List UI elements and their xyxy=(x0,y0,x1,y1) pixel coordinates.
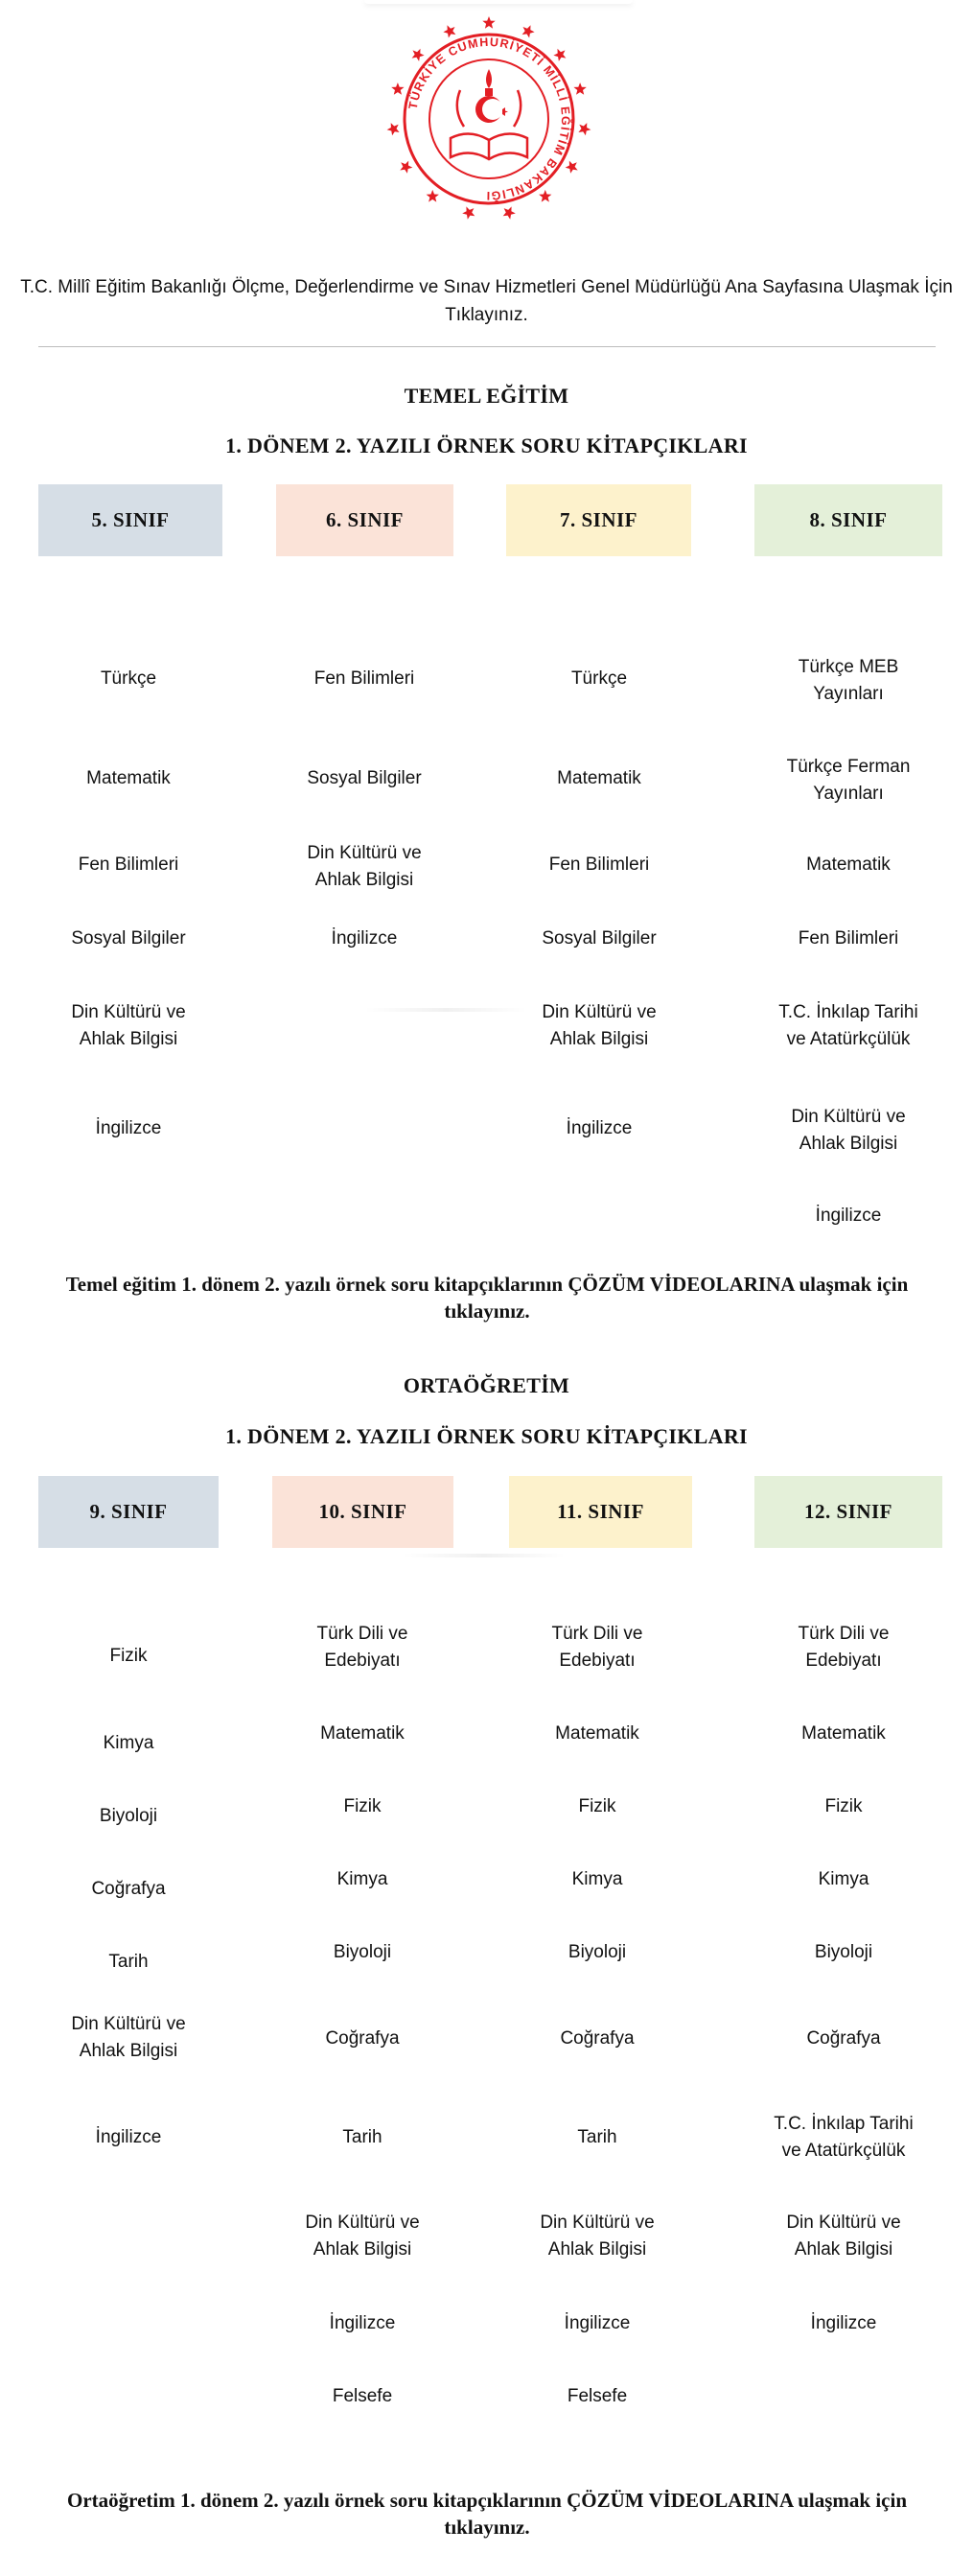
logo-star xyxy=(566,161,578,174)
subject-link[interactable]: Kimya xyxy=(103,1733,154,1753)
logo-star xyxy=(400,161,412,174)
subject-link[interactable]: Matematik xyxy=(555,1723,639,1744)
subject-link[interactable]: Felsefe xyxy=(332,2386,393,2406)
subject-link[interactable]: İngilizce xyxy=(815,1206,882,1226)
subject-link[interactable]: Türk Dili ve Edebiyatı xyxy=(316,1624,408,1671)
logo-star xyxy=(522,25,535,37)
subject-link[interactable]: Matematik xyxy=(320,1723,405,1744)
logo-star xyxy=(443,25,455,37)
subject-link[interactable]: Türkçe Ferman Yayınları xyxy=(786,757,911,804)
subject-link[interactable]: Din Kültürü ve Ahlak Bilgisi xyxy=(791,1107,906,1154)
subject-link[interactable]: Coğrafya xyxy=(806,2028,881,2049)
subject-link[interactable]: Din Kültürü ve Ahlak Bilgisi xyxy=(307,843,422,890)
subject-link[interactable]: Fen Bilimleri xyxy=(78,855,179,875)
subject-link[interactable]: Coğrafya xyxy=(325,2028,400,2049)
top-shadow xyxy=(364,0,633,4)
logo-star xyxy=(578,123,591,135)
subject-link[interactable]: İngilizce xyxy=(566,1118,633,1138)
logo-star xyxy=(427,190,439,202)
subject-link[interactable]: Biyoloji xyxy=(99,1806,158,1826)
subject-link[interactable]: İngilizce xyxy=(95,2127,162,2147)
subject-link[interactable]: Biyoloji xyxy=(568,1942,627,1962)
orta-grade-headers xyxy=(0,1476,973,1549)
decorative-divider xyxy=(364,1008,527,1012)
header-divider xyxy=(38,346,936,347)
grade-7-header[interactable]: 7. SINIF xyxy=(506,484,691,556)
subject-link[interactable]: Fizik xyxy=(343,1796,382,1816)
subject-link[interactable]: Fizik xyxy=(109,1646,148,1666)
subject-link[interactable]: İngilizce xyxy=(95,1118,162,1138)
subject-link[interactable]: Sosyal Bilgiler xyxy=(71,928,186,948)
logo-star xyxy=(391,82,404,95)
subject-link[interactable]: Sosyal Bilgiler xyxy=(542,928,657,948)
subject-link[interactable]: Din Kültürü ve Ahlak Bilgisi xyxy=(305,2213,420,2260)
orta-solution-videos-link[interactable]: Ortaöğretim 1. dönem 2. yazılı örnek soru kitapçıklarının ÇÖZÜM VİDEOLARINA ulaşmak için tıklayınız. xyxy=(66,2489,908,2539)
subject-link[interactable]: Türkçe xyxy=(570,668,628,689)
subject-link[interactable]: Biyoloji xyxy=(814,1942,873,1962)
subject-link[interactable]: İngilizce xyxy=(331,928,398,948)
subject-link[interactable]: Din Kültürü ve Ahlak Bilgisi xyxy=(71,1002,186,1049)
decorative-divider xyxy=(403,1554,566,1557)
temel-grade-headers xyxy=(0,484,973,557)
subject-link[interactable]: Fizik xyxy=(824,1796,863,1816)
svg-text:TÜRKİYE CUMHURİYETİ MİLLİ EĞİT: TÜRKİYE CUMHURİYETİ MİLLİ EĞİTİM BAKANLIĞI xyxy=(405,35,573,203)
subject-link[interactable]: Türk Dili ve Edebiyatı xyxy=(798,1624,890,1671)
section-subtitle-temel: 1. DÖNEM 2. YAZILI ÖRNEK SORU KİTAPÇIKLARI xyxy=(225,433,748,457)
subject-link[interactable]: Matematik xyxy=(86,768,171,788)
subject-link[interactable]: İngilizce xyxy=(564,2313,631,2333)
subject-link[interactable]: İngilizce xyxy=(810,2313,877,2333)
subject-link[interactable]: Din Kültürü ve Ahlak Bilgisi xyxy=(71,2014,186,2061)
subject-link[interactable]: Türkçe MEB Yayınları xyxy=(798,657,899,704)
subject-link[interactable]: Tarih xyxy=(342,2127,382,2147)
logo-star xyxy=(482,16,495,29)
logo-star xyxy=(539,190,551,202)
meb-logo[interactable] xyxy=(383,13,594,224)
subject-link[interactable]: Din Kültürü ve Ahlak Bilgisi xyxy=(542,1002,657,1049)
subject-link[interactable]: Matematik xyxy=(806,855,891,875)
grade-5-header[interactable]: 5. SINIF xyxy=(38,484,222,556)
subject-link[interactable]: Felsefe xyxy=(567,2386,628,2406)
logo-star xyxy=(553,49,566,61)
subject-link[interactable]: Din Kültürü ve Ahlak Bilgisi xyxy=(786,2213,901,2260)
odsgm-homepage-link[interactable]: T.C. Millî Eğitim Bakanlığı Ölçme, Değerlendirme ve Sınav Hizmetleri Genel Müdürlüğü Ana Sayfasına Ulaşmak İçin Tıklayınız. xyxy=(20,277,953,325)
subject-link[interactable]: Matematik xyxy=(801,1723,886,1744)
subject-link[interactable]: T.C. İnkılap Tarihi ve Atatürkçülük xyxy=(778,1002,918,1049)
grade-12-header[interactable]: 12. SINIF xyxy=(754,1476,942,1548)
subject-link[interactable]: Sosyal Bilgiler xyxy=(307,768,422,788)
logo-star xyxy=(412,49,425,61)
subject-link[interactable]: Biyoloji xyxy=(333,1942,392,1962)
subject-link[interactable]: T.C. İnkılap Tarihi ve Atatürkçülük xyxy=(774,2114,914,2161)
subject-link[interactable]: Fen Bilimleri xyxy=(313,668,415,689)
grade-9-header[interactable]: 9. SINIF xyxy=(38,1476,219,1548)
subject-link[interactable]: Kimya xyxy=(818,1869,869,1889)
subject-link[interactable]: Kimya xyxy=(571,1869,623,1889)
subject-link[interactable]: İngilizce xyxy=(329,2313,396,2333)
temel-solution-videos-link[interactable]: Temel eğitim 1. dönem 2. yazılı örnek soru kitapçıklarının ÇÖZÜM VİDEOLARINA ulaşmak için tıklayınız. xyxy=(65,1273,909,1323)
section-title-orta: ORTAÖĞRETİM xyxy=(403,1373,570,1397)
subject-link[interactable]: Coğrafya xyxy=(91,1879,166,1899)
subject-link[interactable]: Türk Dili ve Edebiyatı xyxy=(551,1624,643,1671)
logo-star xyxy=(462,206,475,219)
subject-link[interactable]: Fen Bilimleri xyxy=(548,855,650,875)
subject-link[interactable]: Tarih xyxy=(108,1952,149,1972)
subject-link[interactable]: Matematik xyxy=(557,768,641,788)
subject-link[interactable]: Fen Bilimleri xyxy=(798,928,899,948)
logo-star xyxy=(573,82,586,95)
subject-link[interactable]: Tarih xyxy=(577,2127,617,2147)
grade-8-header[interactable]: 8. SINIF xyxy=(754,484,942,556)
meb-logo-seal xyxy=(383,13,594,224)
grade-10-header[interactable]: 10. SINIF xyxy=(272,1476,453,1548)
grade-6-header[interactable]: 6. SINIF xyxy=(276,484,453,556)
logo-star xyxy=(387,123,400,135)
section-title-temel: TEMEL EĞİTİM xyxy=(404,384,569,408)
section-subtitle-orta: 1. DÖNEM 2. YAZILI ÖRNEK SORU KİTAPÇIKLARI xyxy=(225,1424,748,1448)
subject-link[interactable]: Coğrafya xyxy=(560,2028,635,2049)
grade-11-header[interactable]: 11. SINIF xyxy=(509,1476,692,1548)
subject-link[interactable]: Din Kültürü ve Ahlak Bilgisi xyxy=(540,2213,655,2260)
subject-link[interactable]: Türkçe xyxy=(100,668,157,689)
subject-link[interactable]: Fizik xyxy=(578,1796,616,1816)
logo-star xyxy=(503,206,516,219)
subject-link[interactable]: Kimya xyxy=(336,1869,388,1889)
